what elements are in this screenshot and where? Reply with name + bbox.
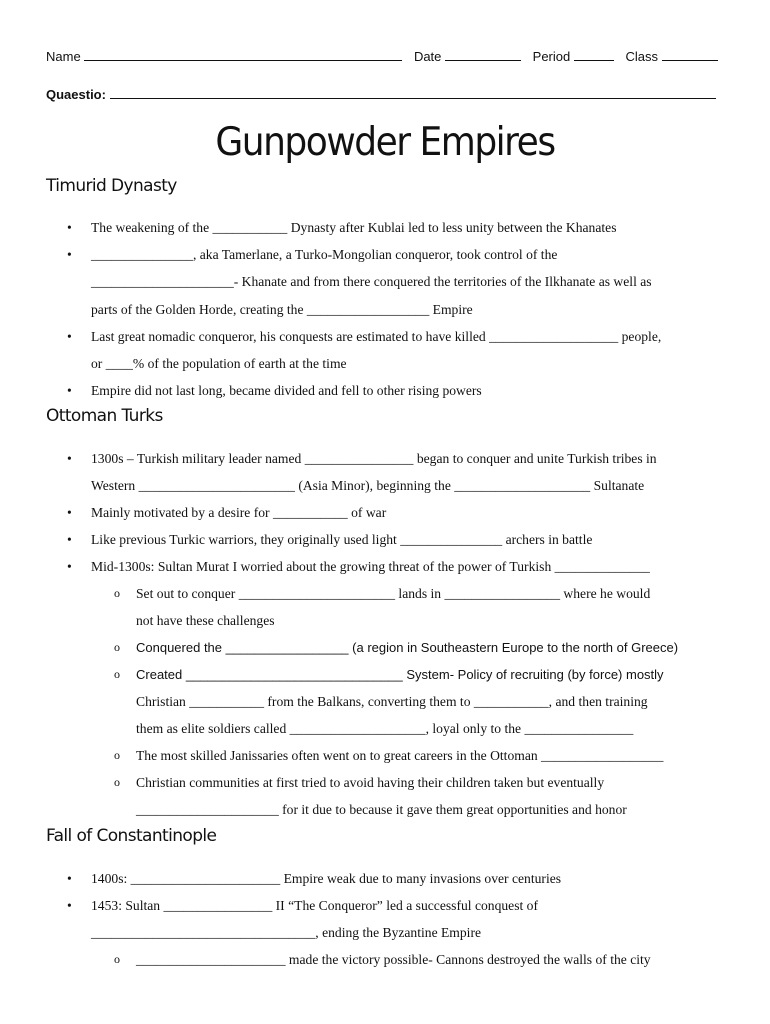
list-item-continuation: or ____% of the population of earth at the time [91, 356, 347, 372]
sub-list-item: o ______________________ made the victory possible- Cannons destroyed the walls of the city [46, 946, 746, 973]
list-item: • 1453: Sultan ________________ II “The Conqueror” led a successful conquest of [46, 892, 746, 919]
sub-list-item [46, 661, 746, 688]
class-field[interactable] [662, 48, 718, 61]
section-heading-constantinople: Fall of Constantinople [46, 826, 217, 846]
date-label: Date [413, 49, 442, 64]
quaestio-field[interactable] [110, 86, 716, 99]
page-title: Gunpowder Empires [215, 120, 555, 165]
constantinople-list [46, 865, 746, 973]
list-item-continuation: parts of the Golden Horde, creating the __________________ Empire [91, 301, 473, 317]
sub-list-item-text: Created ______________________________ System- Policy of recruiting (by force) mostly [136, 667, 664, 682]
list-item: • Like previous Turkic warriors, they originally used light _______________ archers in battle [46, 526, 746, 553]
list-item: • Mid-1300s: Sultan Murat I worried about the growing threat of the power of Turkish ______________ [46, 553, 746, 580]
section-heading-timurid: Timurid Dynasty [46, 176, 177, 196]
list-item-continuation: _________________________________, ending the Byzantine Empire [91, 925, 482, 940]
timurid-list [46, 214, 746, 404]
list-item: • Last great nomadic conqueror, his conquests are estimated to have killed ___________________ people, [46, 323, 746, 350]
sub-list-item: o Set out to conquer _______________________ lands in _________________ where he would [46, 580, 746, 607]
name-field[interactable] [84, 48, 402, 61]
period-field[interactable] [574, 48, 614, 61]
list-item: • 1300s – Turkish military leader named ________________ began to conquer and unite Turkish tribes in [46, 445, 746, 472]
quaestio-label: Quaestio: [46, 87, 106, 102]
section-heading-ottoman: Ottoman Turks [46, 406, 163, 426]
sub-list-item-text: Conquered the _________________ (a region in Southeastern Europe to the north of Greece) [136, 640, 679, 655]
quaestio-row [46, 86, 726, 102]
sub-list-item: o Christian communities at first tried to avoid having their children taken but eventually [46, 769, 746, 796]
list-item: • Empire did not last long, became divided and fell to other rising powers [46, 377, 746, 404]
ottoman-list [46, 445, 746, 823]
sub-list-item-continuation: Christian ___________ from the Balkans, converting them to ___________, and then training [136, 694, 648, 709]
list-item-continuation: _____________________- Khanate and from there conquered the territories of the Ilkhanate as well as [91, 274, 652, 290]
date-field[interactable] [445, 48, 521, 61]
name-label: Name [46, 49, 81, 64]
list-item: • Mainly motivated by a desire for ___________ of war [46, 499, 746, 526]
sub-list-item-continuation: not have these challenges [136, 613, 275, 628]
list-item: • _______________, aka Tamerlane, a Turko-Mongolian conqueror, took control of the [46, 241, 746, 268]
sub-list-item: o The most skilled Janissaries often went on to great careers in the Ottoman __________________ [46, 742, 746, 769]
list-item-continuation: Western _______________________ (Asia Minor), beginning the ____________________ Sultanate [91, 478, 645, 493]
class-label: Class [625, 49, 658, 64]
sub-list-item-continuation: them as elite soldiers called ____________________, loyal only to the ________________ [136, 721, 634, 736]
sub-list-item-continuation: _____________________ for it due to because it gave them great opportunities and honor [136, 802, 627, 817]
list-item: • 1400s: ______________________ Empire weak due to many invasions over centuries [46, 865, 746, 892]
list-item: • The weakening of the ___________ Dynasty after Kublai led to less unity between the Khanates [46, 214, 746, 241]
sub-list-item [46, 634, 746, 661]
header-row [46, 48, 726, 64]
period-label: Period [532, 49, 571, 64]
